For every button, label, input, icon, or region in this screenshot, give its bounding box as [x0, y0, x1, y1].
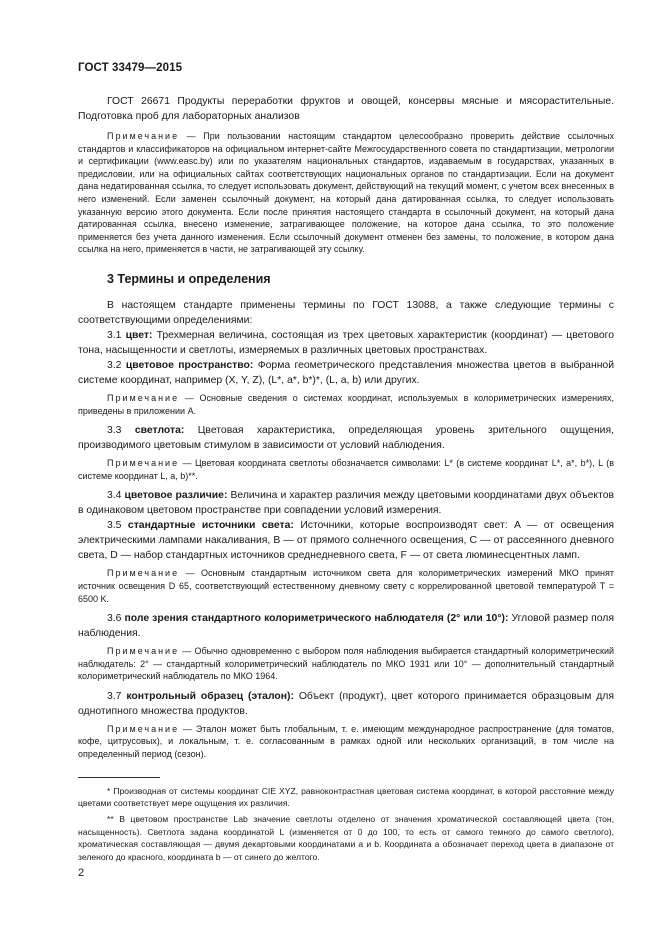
term-definition: Форма геометрического представления множества цветов в выбранной системе координат, например (X, Y, Z), (L*, a*, b*)*, (L, a, b) или других.	[78, 359, 615, 386]
term-name: цветовое различие:	[124, 490, 228, 502]
document-header: ГОСТ 33479—2015	[78, 62, 183, 74]
note-3-7	[78, 723, 614, 761]
term-definition: Источники, которые воспроизводят свет: A — от освещения электрическими лампами накаливания, B — от прямого солнечного освещения, C — от рассеянного дневного света, D — набор стандартных источников среднедневного света, F — от света люминесцентных ламп.	[78, 520, 615, 562]
term-name: поле зрения стандартного колориметрического наблюдателя (2° или 10°):	[124, 613, 509, 625]
note-3-2	[78, 392, 614, 417]
note-text: — Основным стандартным источником света для колориметрических измерений МКО принят источник освещения D 65, соответствующий естественному дневному свету с коррелированной цветовой температурой T = 6500 K.	[78, 568, 614, 604]
note-label: Примечание	[107, 568, 180, 579]
note-label: Примечание	[107, 646, 180, 657]
term-3-2	[78, 358, 614, 388]
note-label: Примечание	[107, 723, 180, 734]
term-number: 3.7	[107, 690, 122, 702]
footnote-2: ** В цветовом пространстве Lab значение светлоты отделено от значения хроматической составляющей цвета (тон, насыщенность). Светлота задана координатой L (изменяется от 0 до 100, то есть от самого темного до самого светлого), хроматическая составляющая — двумя декартовыми координатами a и b. Координата a обозначает переход цвета в диапазоне от зеленого до красного, координата b — от синего до желтого.	[78, 814, 614, 862]
term-3-7	[78, 689, 614, 719]
term-name: стандартные источники света:	[127, 520, 294, 532]
note-label: Примечание	[107, 392, 180, 403]
note-text: — Цветовая координата светлоты обозначается символами: L* (в системе координат L*, a*, b*), L (в системе координат L, a, b)**.	[78, 458, 614, 481]
term-number: 3.5	[107, 520, 122, 532]
term-definition: Объект (продукт), цвет которого принимается образцовым для однотипного множества продуктов.	[78, 690, 614, 717]
section-3-title: 3 Термины и определения	[107, 271, 271, 286]
note-label: Примечание	[107, 458, 180, 469]
term-name: контрольный образец (эталон):	[126, 690, 294, 702]
note-text: — Основные сведения о системах координат, используемых в колориметрических измерениях, приведены в приложении А.	[78, 392, 614, 416]
term-number: 3.6	[107, 613, 122, 625]
footnote-separator	[78, 777, 160, 778]
term-3-5	[78, 518, 614, 563]
footnote-1: * Производная от системы координат CIE XYZ, равноконтрастная цветовая система координат, в которой расстояние между цветами соответствует мере ощущения их различия.	[78, 785, 614, 809]
section-3-lead: В настоящем стандарте применены термины по ГОСТ 13088, а также следующие термины с соответствующими определениями:	[78, 299, 614, 326]
term-number: 3.1	[107, 329, 122, 341]
term-name: светлота:	[134, 425, 185, 437]
term-definition: Цветовая характеристика, определяющая уровень зрительного ощущения, производимого цветовым стимулом в зависимости от условий наблюдения.	[78, 425, 614, 452]
term-definition: Трехмерная величина, состоящая из трех цветовых характеристик (координат) — цветового тона, насыщенности и светлоты, измеряемых в различных цветовых пространствах.	[78, 329, 614, 356]
page-content	[78, 94, 614, 863]
term-name: цветовое пространство:	[125, 359, 254, 371]
normative-reference-gost-26671: ГОСТ 26671 Продукты переработки фруктов и овощей, консервы мясные и мясорастительные. Подготовка проб для лабораторных анализов	[78, 96, 614, 122]
note-3-5	[78, 567, 614, 605]
note-3-6	[78, 645, 614, 683]
note-text: — Обычно одновременно с выбором поля наблюдения выбирается стандартный колориметрический наблюдатель: 2° — стандартный колориметрический наблюдатель по МКО 1931 или 10° — дополнительный стандартный колориметрический наблюдатель по МКО 1964.	[78, 646, 614, 682]
note-3-3	[78, 457, 614, 482]
term-name: цвет:	[125, 329, 153, 341]
term-3-3	[78, 423, 614, 453]
term-3-1	[78, 328, 614, 358]
term-definition: Угловой размер поля наблюдения.	[78, 613, 614, 640]
note-text: — При пользовании настоящим стандартом целесообразно проверить действие ссылочных стандартов и классификаторов на официальном интернет-сайте Межгосударственного совета по стандартизации, метрологии и сертификации (www.easc.by) или по указателям национальных стандартов, издаваемым в государствах, указанных в предисловии, или на официальных сайтах соответствующих национальных органов по стандартизации. Если на документ дана недатированная ссылка, то следует использовать документ, действующий на текущий момент, с учетом всех внесенных в него изменений. Если заменен ссылочный документ, на который дана датированная ссылка, то следует использовать указанную версию этого документа. Если после принятия настоящего стандарта в ссылочный документ, на который дана датированная ссылка, внесено изменение, затрагивающее положение, на которое дана ссылка, то это положение применяется без учета данного изменения. Если ссылочный документ отменен без замены, то положение, в котором дана ссылка на него, применяется в части, не затрагивающей эту ссылку.	[78, 131, 614, 255]
term-number: 3.2	[107, 359, 122, 371]
term-definition: Величина и характер различия между цветовыми координатами двух объектов в одинаковом цветовом пространстве при совпадении условий измерения.	[78, 490, 615, 517]
term-3-4	[78, 488, 614, 518]
term-number: 3.4	[107, 490, 122, 502]
note-label: Примечание	[107, 131, 180, 141]
note-text: — Эталон может быть глобальным, т. е. имеющим международное распространение (для томатов, кофе, цитрусовых), и локальным, т. е. согласованным в рамках одной или нескольких организаций, в том числе на определенный период (сезон).	[78, 723, 614, 760]
page-number: 2	[78, 867, 85, 879]
term-3-6	[78, 611, 614, 641]
references-note	[78, 130, 614, 256]
term-number: 3.3	[107, 425, 122, 437]
